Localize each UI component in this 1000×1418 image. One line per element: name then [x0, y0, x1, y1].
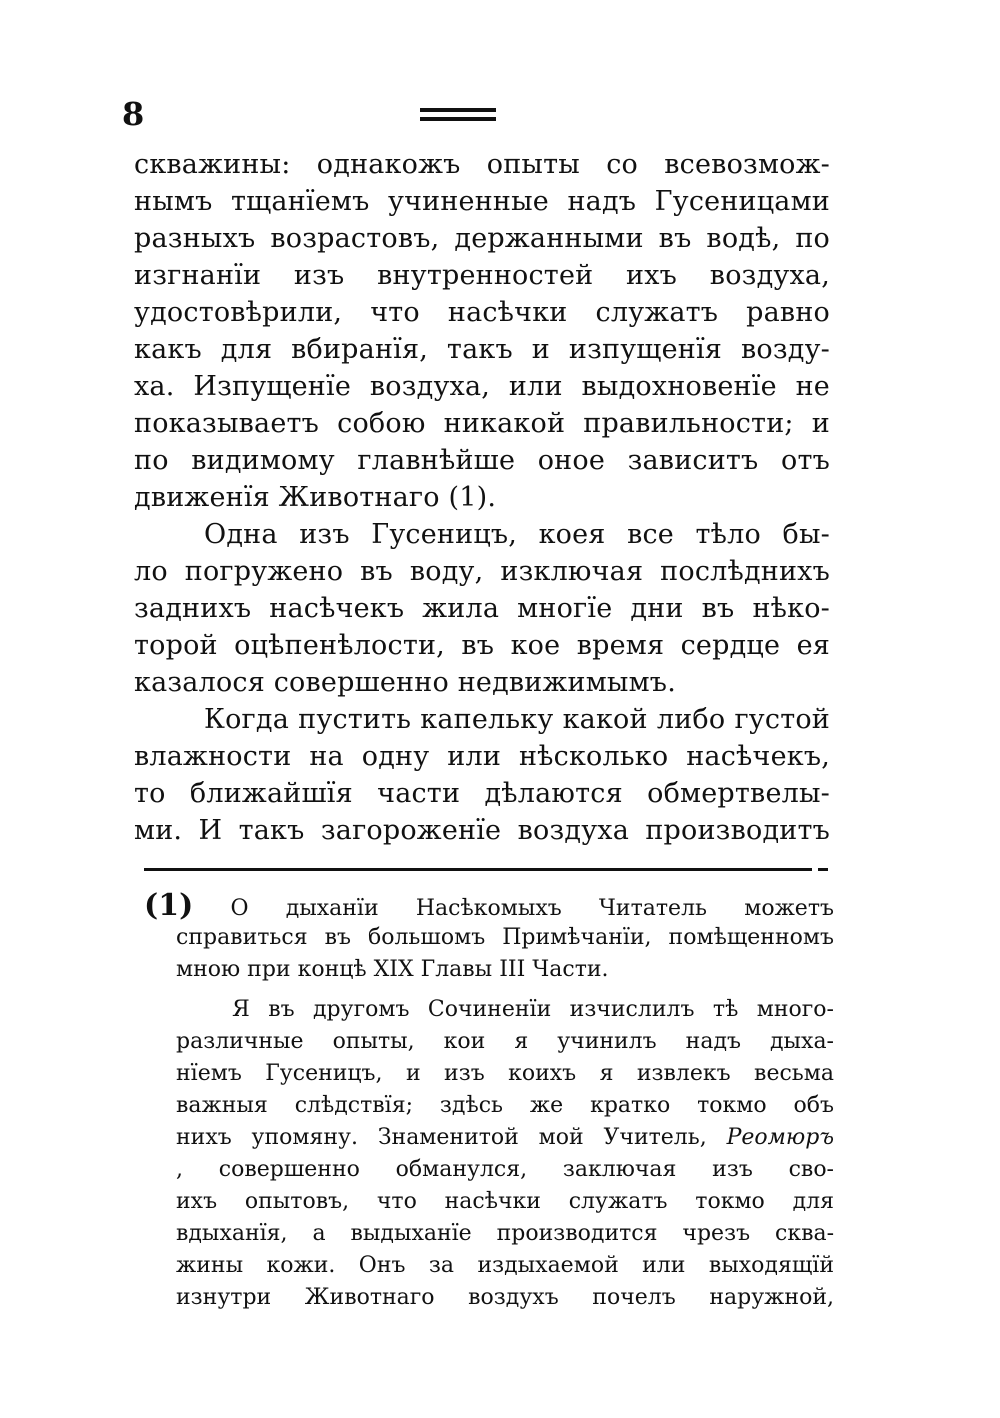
- header-ornament-rule: [420, 108, 496, 112]
- footnote-line: важныя слѣдствїя; здѣсь же кратко токмо объ: [176, 1093, 834, 1118]
- footnote-author-name: Реомюръ: [726, 1125, 834, 1150]
- header-ornament-rule: [420, 117, 496, 121]
- footnote-line: Я въ другомъ Сочиненїи изчислилъ тѣ много-: [232, 997, 834, 1022]
- footnote-line: справиться въ большомъ Примѣчанїи, помѣщенномъ: [176, 925, 834, 950]
- text-line: ми. И такъ загороженїе воздуха производитъ: [134, 815, 830, 846]
- text-line: скважины: однакожъ опыты со всевозмож-: [134, 149, 830, 180]
- footnote-line-text: О дыханїи Насѣкомыхъ Читатель можетъ: [230, 896, 834, 921]
- text-line: нымъ тщанїемъ учиненные надъ Гусеницами: [134, 186, 830, 217]
- footnote-separator-tick: [818, 868, 828, 871]
- text-line: какъ для вбиранїя, такъ и изпущенїя возду-: [134, 334, 830, 365]
- footnote-separator: [144, 868, 812, 871]
- text-line: заднихъ насѣчекъ жила многїе дни въ нѣко-: [134, 593, 830, 624]
- text-line: торой оцѣпенѣлости, въ кое время сердце ея: [134, 630, 830, 661]
- text-line: ло погружено въ воду, изключая послѣднихъ: [134, 556, 830, 587]
- text-line: влажности на одну или нѣсколько насѣчекъ,: [134, 741, 830, 772]
- footnote-line: различные опыты, кои я учинилъ надъ дыха-: [176, 1029, 834, 1054]
- text-line: движенїя Животнаго (1).: [134, 482, 497, 513]
- text-line: изгнанїи изъ внутренностей ихъ воздуха,: [134, 260, 830, 291]
- footnote-line: мною при концѣ XIX Главы III Части.: [176, 957, 609, 982]
- footnote-marker: (1): [144, 888, 194, 923]
- footnote-line: [144, 890, 834, 922]
- text-line: Одна изъ Гусеницъ, коея все тѣло бы-: [204, 519, 830, 550]
- text-line: удостовѣрили, что насѣчки служатъ равно: [134, 297, 830, 328]
- footnote-line: жины кожи. Онъ за издыхаемой или выходящїй: [176, 1253, 834, 1278]
- text-line: по видимому главнѣйше оное зависитъ отъ: [134, 445, 830, 476]
- footnote-line: , совершенно обманулся, заключая изъ сво-: [176, 1157, 834, 1182]
- text-line: Когда пустить капельку какой либо густой: [204, 704, 830, 735]
- footnote-line: нїемъ Гусеницъ, и изъ коихъ я извлекъ весьма: [176, 1061, 834, 1086]
- page-number: 8: [122, 95, 145, 133]
- footnote-line: вдыханїя, а выдыханїе производится чрезъ сква-: [176, 1221, 834, 1246]
- footnote-line: изнутри Животнаго воздухъ почелъ наружной,: [176, 1285, 834, 1310]
- text-line: ха. Изпущенїе воздуха, или выдохновенїе не: [134, 371, 830, 402]
- text-line: казалося совершенно недвижимымъ.: [134, 667, 676, 698]
- footnote-line-text: нихъ упомяну. Знаменитой мой Учитель,: [176, 1125, 707, 1150]
- text-line: показываетъ собою никакой правильности; и: [134, 408, 830, 439]
- footnote: [144, 890, 834, 1314]
- text-line: разныхъ возрастовъ, держанными въ водѣ, по: [134, 223, 830, 254]
- footnote-line: ихъ опытовъ, что насѣчки служатъ токмо для: [176, 1189, 834, 1214]
- text-line: то ближайшїя части дѣлаются обмертвелы-: [134, 778, 830, 809]
- body-text: [134, 146, 830, 849]
- footnote-line: [144, 1122, 834, 1154]
